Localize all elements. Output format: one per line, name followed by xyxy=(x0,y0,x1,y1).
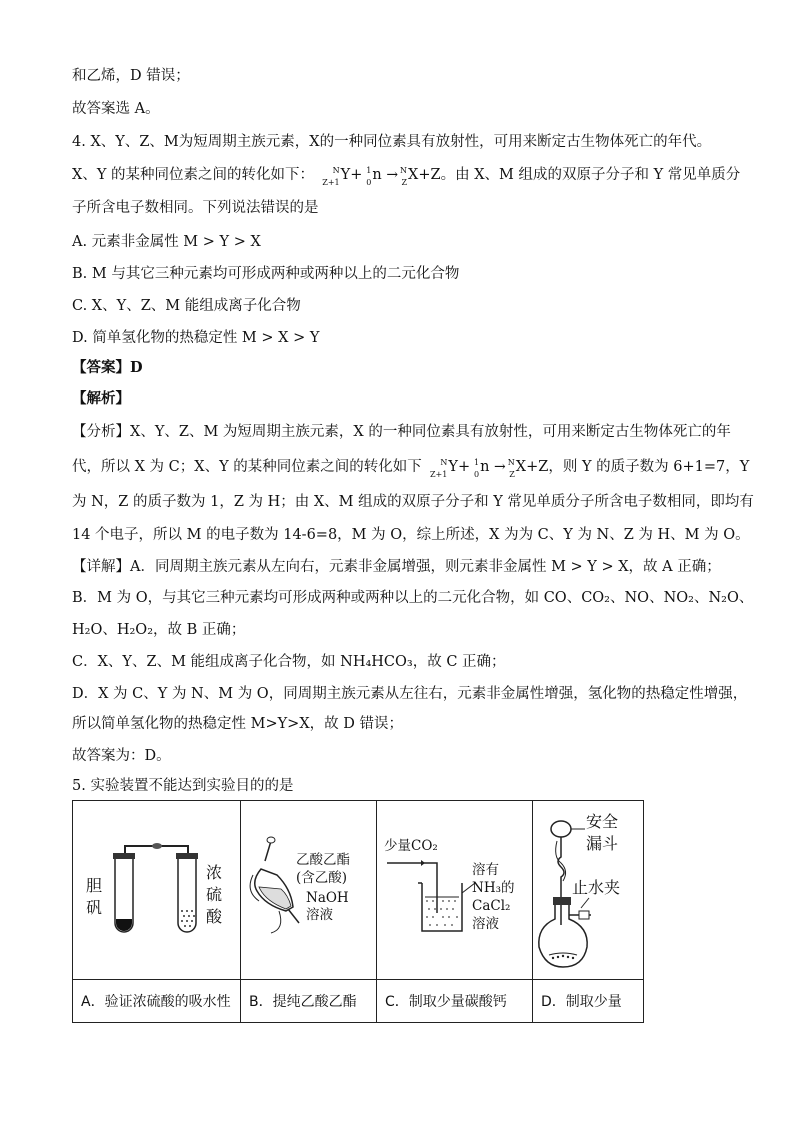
option-b: B. M 与其它三种元素均可形成两种或两种以上的二元化合物 xyxy=(72,266,460,282)
caption-d: D．制取少量 xyxy=(533,980,644,1023)
text-line: 子所含电子数相同。下列说法错误的是 xyxy=(72,200,319,216)
answer-label: 【答案】D xyxy=(72,359,143,376)
text-line: 和乙烯，D 错误； xyxy=(72,68,190,84)
caption-a: A．验证浓硫酸的吸水性 xyxy=(73,980,241,1023)
option-c: C. X、Y、Z、M 能组成离子化合物 xyxy=(72,298,301,314)
figure-a-left-label: 胆矾 xyxy=(86,876,103,917)
detail-text: C．X、Y、Z、M 能组成离子化合物，如 NH₄HCO₃，故 C 正确； xyxy=(72,654,506,670)
nuclide-neutron: 1 0 xyxy=(474,458,480,479)
question-5-stem: 5. 实验装置不能达到实验目的的是 xyxy=(72,778,294,794)
figure-c-label-2: NH₃的 xyxy=(472,880,515,896)
nuclide-x: N Z xyxy=(507,458,515,479)
text-line: 故答案选 A。 xyxy=(72,101,160,117)
option-a: A. 元素非金属性 M > Y > X xyxy=(72,234,261,250)
figure-b-label-2: (含乙酸) xyxy=(296,870,348,886)
detail-text: 故答案为：D。 xyxy=(72,748,171,764)
figure-d-label-3: 止水夹 xyxy=(572,878,621,897)
figure-c-label-4: 溶液 xyxy=(472,916,499,932)
analysis-text-line2: 代，所以 X 为 C；X、Y 的某种同位素之间的转化如下 N Z+1 Y+ 1 0 n → N Z X+Z，则 Y 的质子数为 6+1=7，Y xyxy=(72,458,750,479)
nuclide-y: N Z+1 xyxy=(430,458,448,479)
figure-d-label-2: 漏斗 xyxy=(586,834,619,853)
nuclide-y: N Z+1 xyxy=(322,166,340,187)
detail-text: D．X 为 C、Y 为 N、M 为 O，同周期主族元素从左往右，元素非金属性增强，氢化物的热稳定性增强， xyxy=(72,686,748,702)
figure-b-label-1: 乙酸乙酯 xyxy=(296,852,350,868)
reaction-arrow-icon: → xyxy=(386,167,399,183)
caption-c: C．制取少量碳酸钙 xyxy=(377,980,533,1023)
detail-text: B．M 为 O，与其它三种元素均可形成两种或两种以上的二元化合物，如 CO、CO₂、NO、NO₂、N₂O、 xyxy=(72,590,754,606)
experiment-table xyxy=(72,800,644,1023)
question-4-stem-line2: X、Y 的某种同位素之间的转化如下： N Z+1 Y+ 1 0 n → N Z X+Z。由 X、M 组成的双原子分子和 Y 常见单质分 xyxy=(72,166,741,187)
figure-b-label-3: NaOH xyxy=(306,890,349,906)
figure-b-label-4: 溶液 xyxy=(306,907,333,923)
nuclide-neutron: 1 0 xyxy=(366,166,372,187)
analysis-label: 【解析】 xyxy=(72,390,130,407)
figure-c-label-1: 溶有 xyxy=(472,862,499,878)
figure-d-label-1: 安全 xyxy=(586,812,619,831)
text-span: X、Y 的某种同位素之间的转化如下： xyxy=(72,167,315,183)
reaction-arrow-icon: → xyxy=(494,459,506,475)
detail-text: 所以简单氢化物的热稳定性 M>Y>X，故 D 错误； xyxy=(72,716,403,732)
detail-text: 【详解】A．同周期主族元素从左向右，元素非金属增强，则元素非金属性 M > Y > X，故 A 正确； xyxy=(72,559,721,575)
question-4-stem: 4. X、Y、Z、M为短周期主族元素，X的一种同位素具有放射性，可用来断定古生物体死亡的年代。 xyxy=(72,134,712,150)
figure-c-label-3: CaCl₂ xyxy=(472,898,511,914)
detail-text: H₂O、H₂O₂，故 B 正确； xyxy=(72,622,246,638)
figure-b-separatory-funnel xyxy=(241,801,376,975)
analysis-text: 14 个电子，所以 M 的电子数为 14-6=8，M 为 O，综上所述，X 为为 C、Y 为 N、Z 为 H、M 为 O。 xyxy=(72,527,750,543)
figure-c-top-label: 少量CO₂ xyxy=(384,838,438,854)
nuclide-x: N Z xyxy=(400,166,408,187)
analysis-text: 【分析】X、Y、Z、M 为短周期主族元素，X 的一种同位素具有放射性，可用来断定古生物体死亡的年 xyxy=(72,424,731,440)
option-d: D. 简单氢化物的热稳定性 M > X > Y xyxy=(72,330,320,346)
figure-a-right-label: 浓硫酸 xyxy=(206,863,223,926)
analysis-text: 为 N，Z 的质子数为 1，Z 为 H；由 X、M 组成的双原子分子和 Y 常见单质分子所含电子数相同，即均有 xyxy=(72,494,754,510)
caption-b: B．提纯乙酸乙酯 xyxy=(241,980,377,1023)
